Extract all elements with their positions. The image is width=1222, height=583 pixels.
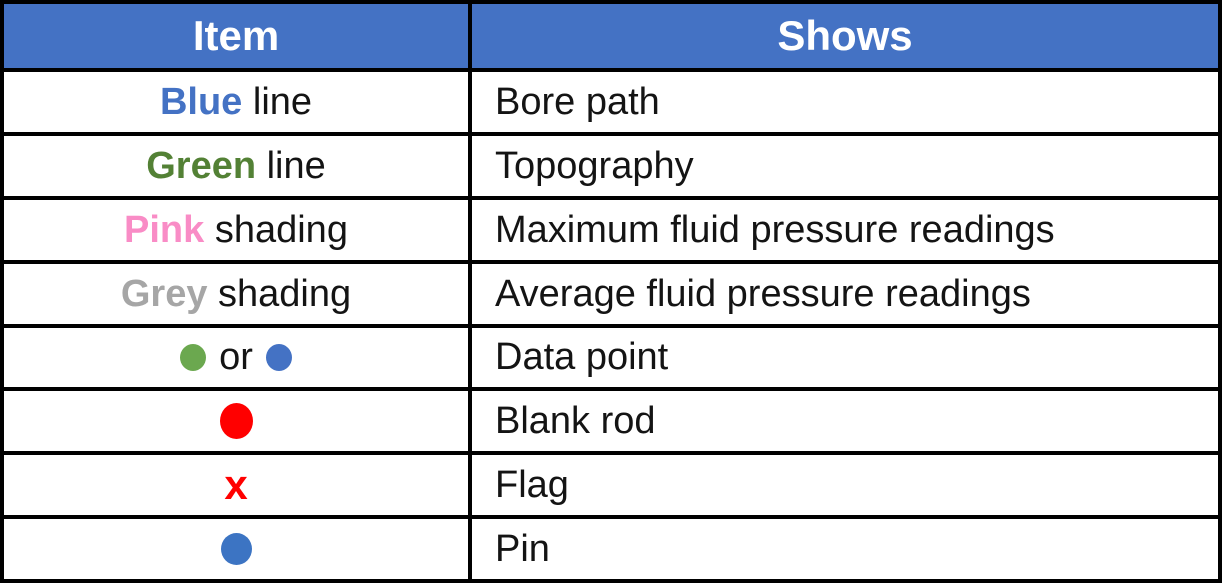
table-row-shows-bore-path bbox=[472, 72, 1218, 132]
red-x-marker: x bbox=[224, 461, 248, 509]
table-row-shows-data-point bbox=[472, 328, 1218, 388]
table-row-shows-max-pressure bbox=[472, 200, 1218, 260]
table-row-shows-blank-rod bbox=[472, 391, 1218, 451]
column-header-shows-label: Shows bbox=[777, 12, 913, 59]
table-row-shows-flag bbox=[472, 455, 1218, 515]
shows-label: Maximum fluid pressure readings bbox=[495, 208, 1055, 251]
column-header-shows bbox=[472, 4, 1218, 68]
table-row-shows-pin bbox=[472, 519, 1218, 579]
table-row-item-data-point-dots bbox=[4, 328, 468, 388]
shows-label: Flag bbox=[495, 464, 569, 507]
table-row-item-flag-x bbox=[4, 455, 468, 515]
table-row-item-pin-dot bbox=[4, 519, 468, 579]
table-row-shows-avg-pressure bbox=[472, 264, 1218, 324]
shows-label: Topography bbox=[495, 144, 694, 187]
shows-label: Average fluid pressure readings bbox=[495, 272, 1031, 315]
blue-line-rest: line bbox=[242, 80, 313, 123]
table-row-item-green-line bbox=[4, 136, 468, 196]
blue-dot-icon bbox=[266, 344, 292, 371]
green-word: Green bbox=[146, 144, 257, 187]
shows-label: Data point bbox=[495, 336, 669, 379]
table-row-item-pink-shading bbox=[4, 200, 468, 260]
grey-shading-rest: shading bbox=[207, 272, 352, 315]
pink-word: Pink bbox=[124, 208, 205, 251]
table-row-item-blue-line bbox=[4, 72, 468, 132]
green-dot-icon bbox=[180, 344, 206, 371]
column-header-item-label: Item bbox=[192, 12, 280, 59]
blue-word: Blue bbox=[159, 80, 243, 123]
table-row-item-grey-shading bbox=[4, 264, 468, 324]
table-row-item-blank-rod-dot bbox=[4, 391, 468, 451]
shows-label: Pin bbox=[495, 528, 550, 571]
shows-label: Bore path bbox=[495, 80, 660, 123]
red-dot-icon bbox=[220, 403, 253, 439]
grey-word: Grey bbox=[120, 272, 208, 315]
shows-label: Blank rod bbox=[495, 400, 656, 443]
pink-shading-rest: shading bbox=[204, 208, 348, 251]
or-separator: or bbox=[219, 336, 253, 379]
pin-dot-icon bbox=[221, 533, 252, 565]
green-line-rest: line bbox=[256, 144, 326, 187]
table-row-shows-topography bbox=[472, 136, 1218, 196]
column-header-item bbox=[4, 4, 468, 68]
